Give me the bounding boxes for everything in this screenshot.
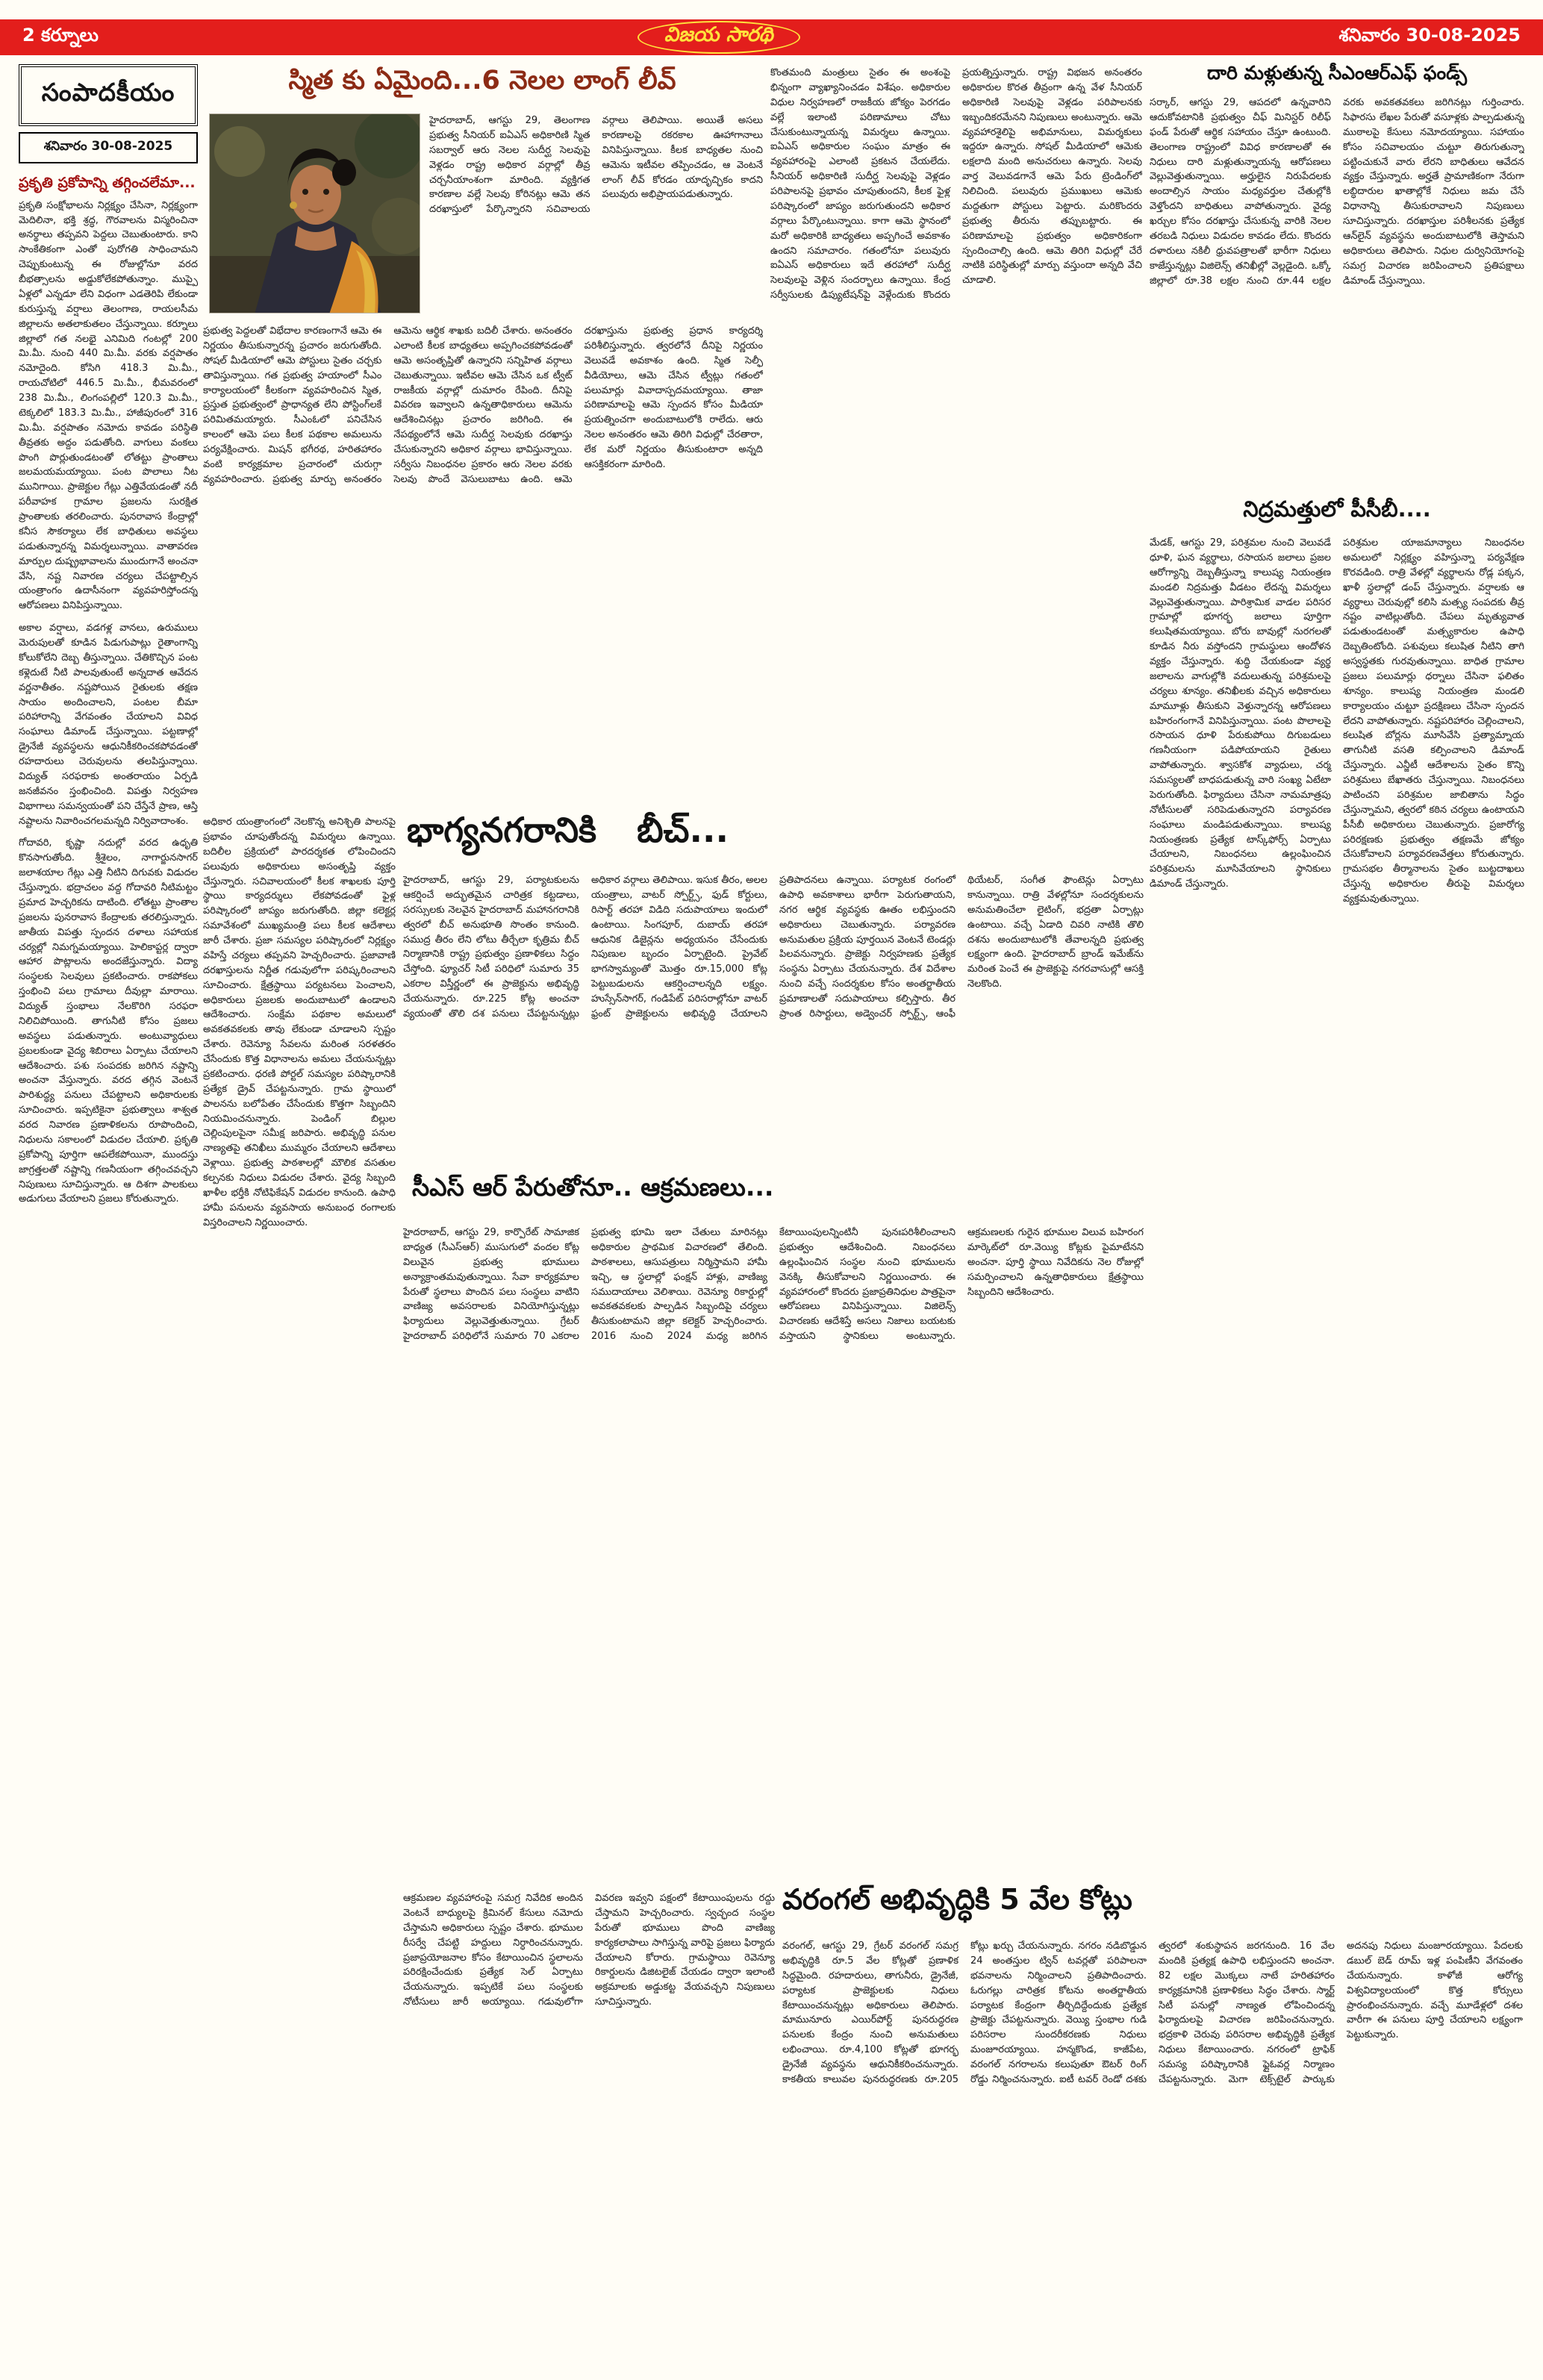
cmrf-article-headline: దారి మళ్లుతున్న సీఎంఆర్ఎఫ్ ఫండ్స్	[1207, 62, 1467, 84]
editorial-paragraph-2: అకాల వర్షాలు, వడగళ్ల వానలు, ఉరుములు మెరుపులతో కూడిన పిడుగుపాట్లు రైతాంగాన్ని కోలుకోలేని దెబ్బ తీస్తున్నాయి. చేతికొచ్చిన పంట కళ్లెదుటే నీటి పాలవుతుంటే అన్నదాత ఆవేదన వర్ణనాతీతం. నష్టపోయిన రైతులకు తక్షణ సాయం అందించాలని, పంటల బీమా పరిహారాన్ని వేగవంతం చేయాలని వివిధ సంఘాలు డిమాండ్ చేస్తున్నాయి. పట్టణాల్లో డ్రైనేజీ వ్యవస్థలను ఆధునికీకరించకపోవడంతో రహదారులు చెరువులను తలపిస్తున్నాయి. విద్యుత్ సరఫరాకు అంతరాయం ఏర్పడి జనజీవనం స్తంభించింది. విపత్తు నిర్వహణ విభాగాలు సమన్వయంతో పని చేస్తేనే ప్రాణ, ఆస్తి నష్టాలను నివారించగలమన్నది నిర్వివాదాంశం.	[19, 622, 198, 827]
pcb-article-headline: నిద్రమత్తులో పీసీబీ....	[1243, 496, 1431, 522]
editorial-body	[19, 199, 198, 2266]
pcb-paragraph-1: మేడక్, ఆగస్టు 29, పరిశ్రమల నుంచి వెలువడే ధూళి, ఘన వ్యర్థాలు, రసాయన జలాలు ప్రజల ఆరోగ్యాన్ని దెబ్బతీస్తున్నా కాలుష్య నియంత్రణ మండలి నిద్రమత్తు వీడటం లేదన్న విమర్శలు వెల్లువెత్తుతున్నాయి. పారిశ్రామిక వాడల పరిసర గ్రామాల్లో భూగర్భ జలాలు పూర్తిగా కలుషితమయ్యాయి. బోరు బావుల్లో నురగలతో కూడిన నీరు వస్తోందని గ్రామస్థులు ఆందోళన వ్యక్తం చేస్తున్నారు. శుద్ధి చేయకుండా వ్యర్థ జలాలను వాగుల్లోకి వదులుతున్న పరిశ్రమలపై చర్యలు శూన్యం. తనిఖీలకు వచ్చిన అధికారులు మామూళ్లు తీసుకుని వెళ్తున్నారన్న ఆరోపణలు బహిరంగంగానే వినిపిస్తున్నాయి. పంట పొలాలపై రసాయన ధూళి పేరుకుపోయి దిగుబడులు గణనీయంగా పడిపోయాయని రైతులు వాపోతున్నారు. శ్వాసకోశ వ్యాధులు, చర్మ సమస్యలతో బాధపడుతున్న వారి సంఖ్య ఏటేటా పెరుగుతోంది. ఫిర్యాదులు చేసినా నామమాత్రపు నోటీసులతో సరిపెడుతున్నారని పర్యావరణ సంఘాలు మండిపడుతున్నాయి. కాలుష్య నియంత్రణకు ప్రత్యేక టాస్క్‌ఫోర్స్ ఏర్పాటు చేయాలని, నిబంధనలు ఉల్లంఘించిన పరిశ్రమలను మూసివేయాలని స్థానికులు డిమాండ్ చేస్తున్నారు.	[1150, 537, 1331, 890]
warangal-article-headline: వరంగల్ అభివృద్ధికి 5 వేల కోట్లు	[782, 1883, 1132, 1916]
beach-article-body: హైదరాబాద్, ఆగస్టు 29, పర్యాటకులను ఆకర్షించే అద్భుతమైన చారిత్రక కట్టడాలు, సరస్సులకు నెలవైన హైదరాబాద్ మహానగరానికి త్వరలో బీచ్ అనుభూతి సొంతం కానుంది. సముద్ర తీరం లేని లోటు తీర్చేలా కృత్రిమ బీచ్ నిర్మాణానికి రాష్ట్ర ప్రభుత్వం ప్రణాళికలు సిద్ధం చేస్తోంది. ఫ్యూచర్ సిటీ పరిధిలో సుమారు 35 ఎకరాల విస్తీర్ణంలో ఈ ప్రాజెక్టును అభివృద్ధి చేయనున్నారు. రూ.225 కోట్ల అంచనా వ్యయంతో తొలి దశ పనులు చేపట్టనున్నట్లు అధికార వర్గాలు తెలిపాయి. ఇసుక తీరం, అలల యంత్రాలు, వాటర్ స్పోర్ట్స్, ఫుడ్ కోర్టులు, రిసార్ట్ తరహా విడిది సదుపాయాలు ఇందులో ఉంటాయి. సింగపూర్, దుబాయ్ తరహా ఆధునిక డిజైన్లను అధ్యయనం చేసేందుకు నిపుణుల బృందం ఏర్పాటైంది. ప్రైవేట్ భాగస్వామ్యంతో మొత్తం రూ.15,000 కోట్ల పెట్టుబడులను ఆకర్షించాలన్నది లక్ష్యం. హుస్సేన్‌సాగర్, గండిపేట్ పరిసరాల్లోనూ వాటర్ ఫ్రంట్ ప్రాజెక్టులను అభివృద్ధి చేయాలని ప్రతిపాదనలు ఉన్నాయి. పర్యాటక రంగంలో ఉపాధి అవకాశాలు భారీగా పెరుగుతాయని, నగర ఆర్థిక వ్యవస్థకు ఊతం లభిస్తుందని అధికారులు చెబుతున్నారు. పర్యావరణ అనుమతుల ప్రక్రియ పూర్తయిన వెంటనే టెండర్లు పిలవనున్నారు. ప్రాజెక్టు నిర్వహణకు ప్రత్యేక సంస్థను ఏర్పాటు చేయనున్నారు. దేశ విదేశాల నుంచి వచ్చే సందర్శకుల కోసం అంతర్జాతీయ ప్రమాణాలతో సదుపాయాలు కల్పిస్తారు. తీర ప్రాంత రిసార్టులు, అడ్వెంచర్ స్పోర్ట్స్, ఆంఫీ థియేటర్, సంగీత ఫౌంటెన్లు ఏర్పాటు కానున్నాయి. రాత్రి వేళల్లోనూ సందర్శకులను అనుమతించేలా లైటింగ్, భద్రతా ఏర్పాట్లు ఉంటాయి. వచ్చే ఏడాది చివరి నాటికి తొలి దశను అందుబాటులోకి తేవాలన్నది ప్రభుత్వ లక్ష్యంగా ఉంది. హైదరాబాద్ బ్రాండ్ ఇమేజ్‌ను మరింత పెంచే ఈ ప్రాజెక్టుపై నగరవాసుల్లో ఆసక్తి నెలకొంది.	[403, 875, 1144, 1019]
cmrf-article-body: సర్కార్, ఆగస్టు 29, ఆపదలో ఉన్నవారిని ఆదుకోవటానికి ప్రభుత్వం చీఫ్ మినిస్టర్ రిలీఫ్ ఫండ్ పేరుతో ఆర్థిక సహాయం చేస్తూ ఉంటుంది. తెలంగాణ రాష్ట్రంలో వివిధ కారణాలతో ఈ నిధులు దారి మళ్లుతున్నాయన్న ఆరోపణలు వెల్లువెత్తుతున్నాయి. అర్హులైన నిరుపేదలకు అందాల్సిన సాయం మధ్యవర్తుల చేతుల్లోకి వెళ్తోందని బాధితులు వాపోతున్నారు. వైద్య ఖర్చుల కోసం దరఖాస్తు చేసుకున్న వారికి నెలల తరబడి నిధులు విడుదల కావడం లేదు. కొందరు దళారులు నకిలీ ధ్రువపత్రాలతో భారీగా నిధులు కాజేస్తున్నట్లు విజిలెన్స్ తనిఖీల్లో వెల్లడైంది. ఒక్కో జిల్లాలో రూ.38 లక్షల నుంచి రూ.44 లక్షల వరకు అవకతవకలు జరిగినట్లు గుర్తించారు. సిఫారసు లేఖల పేరుతో వసూళ్లకు పాల్పడుతున్న ముఠాలపై కేసులు నమోదయ్యాయి. సహాయం కోసం సచివాలయం చుట్టూ తిరుగుతున్నా పట్టించుకునే వారు లేరని బాధితులు ఆవేదన వ్యక్తం చేస్తున్నారు. అర్హతే ప్రామాణికంగా నేరుగా లబ్ధిదారుల ఖాతాల్లోకే నిధులు జమ చేసే విధానాన్ని తీసుకురావాలని నిపుణులు సూచిస్తున్నారు. దరఖాస్తుల పరిశీలనకు ప్రత్యేక ఆన్‌లైన్ వ్యవస్థను అందుబాటులోకి తెస్తామని అధికారులు తెలిపారు. నిధుల దుర్వినియోగంపై సమగ్ర విచారణ జరిపించాలని ప్రతిపక్షాలు డిమాండ్ చేస్తున్నాయి.	[1150, 97, 1524, 287]
page-edition-label: 2 కర్నూలు	[22, 25, 99, 46]
beach-article-headline: భాగ్యనగరానికి బీచ్...	[407, 810, 729, 850]
smitha-photo	[209, 113, 420, 313]
pcb-article-body	[1150, 536, 1524, 1876]
editorial-paragraph-3: గోదావరి, కృష్ణా నదుల్లో వరద ఉధృతి కొనసాగుతోంది. శ్రీశైలం, నాగార్జునసాగర్ జలాశయాల గేట్లు ఎత్తి నీటిని దిగువకు విడుదల చేస్తున్నారు. భద్రాచలం వద్ద గోదావరి నీటిమట్టం ప్రమాద హెచ్చరికను దాటింది. లోతట్టు ప్రాంతాల ప్రజలను పునరావాస కేంద్రాలకు తరలిస్తున్నారు. జాతీయ విపత్తు స్పందన దళాలు సహాయక చర్యల్లో నిమగ్నమయ్యాయి. హెలికాప్టర్ల ద్వారా ఆహార పొట్లాలను అందజేస్తున్నారు. విద్యా సంస్థలకు సెలవులు ప్రకటించారు. రాకపోకలు స్తంభించి పలు గ్రామాలు దీవుల్లా మారాయి. విద్యుత్ స్తంభాలు నేలకొరిగి సరఫరా నిలిచిపోయింది. తాగునీటి కోసం ప్రజలు అవస్థలు పడుతున్నారు. అంటువ్యాధులు ప్రబలకుండా వైద్య శిబిరాలు ఏర్పాటు చేయాలని ఆదేశించారు. పశు సంపదకు జరిగిన నష్టాన్ని అంచనా వేస్తున్నారు. వరద తగ్గిన వెంటనే పారిశుద్ధ్య పనులు చేపట్టాలని అధికారులకు సూచించారు. ఇప్పటికైనా ప్రభుత్వాలు శాశ్వత వరద నివారణ ప్రణాళికలను రూపొందించి, నిధులను సకాలంలో విడుదల చేయాలి. ప్రకృతి ప్రకోపాన్ని పూర్తిగా ఆపలేకపోయినా, ముందస్తు జాగ్రత్తలతో నష్టాన్ని గణనీయంగా తగ్గించవచ్చని నిపుణులు సూచిస్తున్నారు. ఆ దిశగా పాలకులు అడుగులు వేయాలని ప్రజలు కోరుతున్నారు.	[19, 837, 198, 1205]
smitha-body-right-columns: కొంతమంది మంత్రులు సైతం ఈ అంశంపై భిన్నంగా వ్యాఖ్యానించడం విశేషం. అధికారుల విధుల నిర్వహణలో రాజకీయ జోక్యం పెరగడం వల్లే ఇలాంటి పరిణామాలు చోటు చేసుకుంటున్నాయన్న విమర్శలు ఉన్నాయి. ఐఏఎస్ అధికారుల సంఘం మాత్రం ఈ వ్యవహారంపై ఎలాంటి ప్రకటన చేయలేదు. సీనియర్ అధికారిణి సుదీర్ఘ సెలవుపై వెళ్లడం పరిపాలనపై ప్రభావం చూపుతుందని, కీలక ఫైళ్ల పరిష్కారంలో జాప్యం జరుగుతుందని అధికార వర్గాలు పేర్కొంటున్నాయి. కాగా ఆమె స్థానంలో మరో అధికారికి బాధ్యతలు అప్పగించే అవకాశం ఉందని సమాచారం. గతంలోనూ పలువురు ఐఏఎస్ అధికారులు ఇదే తరహాలో సుదీర్ఘ సెలవులపై వెళ్లిన సందర్భాలు ఉన్నాయి. కేంద్ర సర్వీసులకు డిప్యుటేషన్‌పై వెళ్లేందుకు కొందరు ప్రయత్నిస్తున్నారు. రాష్ట్ర విభజన అనంతరం అధికారుల కొరత తీవ్రంగా ఉన్న వేళ సీనియర్ అధికారిణి సెలవుపై వెళ్లడం పరిపాలనకు ఇబ్బందికరమేనని నిపుణులు అంటున్నారు. ఆమె వ్యవహారశైలిపై అభిమానులు, విమర్శకులు ఇద్దరూ ఉన్నారు. సోషల్ మీడియాలో ఆమెకు లక్షలాది మంది అనుచరులు ఉన్నారు. సెలవు వార్త వెలువడగానే ఆమె పేరు ట్రెండింగ్‌లో నిలిచింది. పలువురు ప్రముఖులు ఆమెకు మద్దతుగా పోస్టులు పెట్టారు. మరికొందరు ప్రభుత్వ తీరును తప్పుబట్టారు. ఈ పరిణామాలపై ప్రభుత్వం అధికారికంగా స్పందించాల్సి ఉంది. ఆమె తిరిగి విధుల్లో చేరే నాటికి పరిస్థితుల్లో మార్పు వస్తుందా అన్నది వేచి చూడాలి.	[770, 67, 1142, 302]
editorial-paragraph-1: ప్రకృతి సంక్షోభాలను నిర్లక్ష్యం చేసినా, నిర్లక్ష్యంగా మెదిలినా, భక్తి శ్రద్ధ, గౌరవాలను విస్మరించినా అనర్థాలు తప్పవని పెద్దలు చెబుతుంటారు. కాని సాంకేతికంగా ఎంతో పురోగతి సాధించామని చెప్పుకుంటున్న ఈ రోజుల్లోనూ వరద బీభత్సాలను అడ్డుకోలేకపోతున్నాం. ముప్పై ఏళ్లలో ఎన్నడూ లేని విధంగా ఎడతెరిపి లేకుండా కురుస్తున్న వర్షాలు తెలంగాణ, రాయలసీమ జిల్లాలను అతలాకుతలం చేస్తున్నాయి. కర్నూలు జిల్లాలో గత నలభై ఎనిమిది గంటల్లో 200 మి.మీ. నుంచి 440 మి.మీ. వరకు వర్షపాతం నమోదైంది. కోసిగి 418.3 మి.మీ., రాయచోటిలో 446.5 మి.మీ., భీమవరంలో 238 మి.మీ., లింగంపల్లిలో 120.3 మి.మీ., టెక్కలిలో 183.3 మి.మీ., హాజీపురంలో 316 మి.మీ. వర్షపాతం నమోదు కావడం పరిస్థితి తీవ్రతకు అద్దం పడుతోంది. వాగులు వంకలు పొంగి పొర్లుతుండటంతో లోతట్టు ప్రాంతాలు జలమయమయ్యాయి. పంట పొలాలు నీట మునిగాయి. ప్రాజెక్టుల గేట్లు ఎత్తివేయడంతో నదీ పరీవాహక గ్రామాల ప్రజలను సురక్షిత ప్రాంతాలకు తరలించారు. పునరావాస కేంద్రాల్లో కనీస సౌకర్యాలు లేక బాధితులు అవస్థలు పడుతున్నారన్న విమర్శలున్నాయి. వాతావరణ మార్పుల దుష్ప్రభావాలను ముందుగానే అంచనా వేసి, నష్ట నివారణ చర్యలు చేపట్టాల్సిన యంత్రాంగం ఉదాసీనంగా వ్యవహరిస్తోందన్న ఆరోపణలు వినిపిస్తున్నాయి.	[19, 199, 198, 612]
editorial-section-title: సంపాదకీయం	[19, 64, 198, 126]
smitha-continuation-column: అధికార యంత్రాంగంలో నెలకొన్న అనిశ్చితి పాలనపై ప్రభావం చూపుతోందన్న విమర్శలు ఉన్నాయి. బదిలీల ప్రక్రియలో పారదర్శకత లోపించిందని పలువురు అధికారులు అసంతృప్తి వ్యక్తం చేస్తున్నారు. సచివాలయంలో కీలక శాఖలకు పూర్తి స్థాయి కార్యదర్శులు లేకపోవడంతో ఫైళ్ల పరిష్కారంలో జాప్యం జరుగుతోంది. జిల్లా కలెక్టర్ల సమావేశంలో ముఖ్యమంత్రి పలు కీలక ఆదేశాలు జారీ చేశారు. ప్రజా సమస్యల పరిష్కారంలో నిర్లక్ష్యం వహిస్తే చర్యలు తప్పవని హెచ్చరించారు. ప్రజావాణి దరఖాస్తులను నిర్ణీత గడువులోగా పరిష్కరించాలని సూచించారు. క్షేత్రస్థాయి పర్యటనలు పెంచాలని, అధికారులు ప్రజలకు అందుబాటులో ఉండాలని ఆదేశించారు. సంక్షేమ పథకాల అమలులో అవకతవకలకు తావు లేకుండా చూడాలని స్పష్టం చేశారు. రెవెన్యూ సేవలను మరింత సరళతరం చేసేందుకు కొత్త విధానాలను అమలు చేయనున్నట్లు ప్రకటించారు. ధరణి పోర్టల్ సమస్యల పరిష్కారానికి ప్రత్యేక డ్రైవ్ చేపట్టనున్నారు. గ్రామ స్థాయిలో పాలనను బలోపేతం చేసేందుకు కొత్తగా సిబ్బందిని నియమించనున్నారు. పెండింగ్ బిల్లుల చెల్లింపులపైనా సమీక్ష జరిపారు. అభివృద్ధి పనుల నాణ్యతపై తనిఖీలు ముమ్మరం చేయాలని ఆదేశాలు వెళ్లాయి. ప్రభుత్వ పాఠశాలల్లో మౌలిక వసతుల కల్పనకు నిధులు విడుదల చేశారు. వైద్య సిబ్బంది ఖాళీల భర్తీకి నోటిఫికేషన్ విడుదల కానుంది. ఉపాధి హామీ పనులను వ్యవసాయ అనుబంధ రంగాలకు విస్తరించాలని నిర్ణయించారు.	[203, 816, 396, 1228]
editorial-headline: ప్రకృతి ప్రకోపాన్ని తగ్గించలేమా...	[19, 175, 196, 191]
warangal-article-body: వరంగల్, ఆగస్టు 29, గ్రేటర్ వరంగల్ సమగ్ర అభివృద్ధికి రూ.5 వేల కోట్లతో ప్రణాళిక సిద్ధమైంది. రహదారులు, తాగునీరు, డ్రైనేజీ, పర్యాటక ప్రాజెక్టులకు నిధులు కేటాయించనున్నట్లు అధికారులు తెలిపారు. మామునూరు ఎయిర్‌పోర్ట్ పునరుద్ధరణ పనులకు కేంద్రం నుంచి అనుమతులు లభించాయి. రూ.4,100 కోట్లతో భూగర్భ డ్రైనేజీ వ్యవస్థను ఆధునికీకరించనున్నారు. కాకతీయ కాలువల పునరుద్ధరణకు రూ.205 కోట్లు ఖర్చు చేయనున్నారు. నగరం నడిబొడ్డున 24 అంతస్తుల ట్విన్ టవర్లతో పరిపాలనా భవనాలను నిర్మించాలని ప్రతిపాదించారు. ఓరుగల్లు చారిత్రక కోటను అంతర్జాతీయ పర్యాటక కేంద్రంగా తీర్చిదిద్దేందుకు ప్రత్యేక ప్రాజెక్టు చేపట్టనున్నారు. వెయ్యి స్తంభాల గుడి పరిసరాల సుందరీకరణకు నిధులు మంజూరయ్యాయి. హన్మకొండ, కాజీపేట, వరంగల్ నగరాలను కలుపుతూ ఔటర్ రింగ్ రోడ్డు నిర్మించనున్నారు. ఐటీ టవర్ రెండో దశకు త్వరలో శంకుస్థాపన జరగనుంది. 16 వేల మందికి ప్రత్యక్ష ఉపాధి లభిస్తుందని అంచనా. 82 లక్షల మొక్కలు నాటే హరితహారం కార్యక్రమానికి ప్రణాళికలు సిద్ధం చేశారు. స్మార్ట్ సిటీ పనుల్లో నాణ్యత లోపించిందన్న ఫిర్యాదులపై విచారణ జరిపించనున్నారు. భద్రకాళి చెరువు పరిసరాల అభివృద్ధికి ప్రత్యేక నిధులు కేటాయించారు. నగరంలో ట్రాఫిక్ సమస్య పరిష్కారానికి ఫ్లైఓవర్ల నిర్మాణం చేపట్టనున్నారు. మెగా టెక్స్‌టైల్ పార్కుకు అదనపు నిధులు మంజూరయ్యాయి. పేదలకు డబుల్ బెడ్ రూమ్ ఇళ్ల పంపిణీని వేగవంతం చేయనున్నారు. కాళోజీ ఆరోగ్య విశ్వవిద్యాలయంలో కొత్త కోర్సులు ప్రారంభించనున్నారు. వచ్చే మూడేళ్లలో దశల వారీగా ఈ పనులు పూర్తి చేయాలని లక్ష్యంగా పెట్టుకున్నారు.	[782, 1940, 1523, 2085]
csr-article-body: హైదరాబాద్, ఆగస్టు 29, కార్పొరేట్ సామాజిక బాధ్యత (సీఎస్ఆర్) ముసుగులో వందల కోట్ల విలువైన ప్రభుత్వ భూములు అన్యాక్రాంతమవుతున్నాయి. సేవా కార్యక్రమాల పేరుతో స్థలాలు పొందిన పలు సంస్థలు వాటిని వాణిజ్య అవసరాలకు వినియోగిస్తున్నట్లు ఫిర్యాదులు వెల్లువెత్తుతున్నాయి. గ్రేటర్ హైదరాబాద్ పరిధిలోనే సుమారు 70 ఎకరాల ప్రభుత్వ భూమి ఇలా చేతులు మారినట్లు అధికారుల ప్రాథమిక విచారణలో తేలింది. పాఠశాలలు, ఆసుపత్రులు నిర్మిస్తామని హామీ ఇచ్చి, ఆ స్థలాల్లో ఫంక్షన్ హాళ్లు, వాణిజ్య సముదాయాలు వెలిశాయి. రెవెన్యూ రికార్డుల్లో అవకతవకలకు పాల్పడిన సిబ్బందిపై చర్యలు తీసుకుంటామని జిల్లా కలెక్టర్ హెచ్చరించారు. 2016 నుంచి 2024 మధ్య జరిగిన కేటాయింపులన్నింటినీ పునఃపరిశీలించాలని ప్రభుత్వం ఆదేశించింది. నిబంధనలు ఉల్లంఘించిన సంస్థల నుంచి భూములను వెనక్కి తీసుకోవాలని నిర్ణయించారు. ఈ వ్యవహారంలో కొందరు ప్రజాప్రతినిధుల పాత్రపైనా ఆరోపణలు వినిపిస్తున్నాయి. విజిలెన్స్ విచారణకు ఆదేశిస్తే అసలు నిజాలు బయటకు వస్తాయని స్థానికులు అంటున్నారు. ఆక్రమణలకు గురైన భూముల విలువ బహిరంగ మార్కెట్‌లో రూ.వెయ్యి కోట్లకు పైమాటేనని అంచనా. పూర్తి స్థాయి నివేదికను నెల రోజుల్లో సమర్పించాలని ఉన్నతాధికారులు క్షేత్రస్థాయి సిబ్బందిని ఆదేశించారు.	[403, 1227, 1144, 1343]
csr-article-body-continued: ఆక్రమణల వ్యవహారంపై సమగ్ర నివేదిక అందిన వెంటనే బాధ్యులపై క్రిమినల్ కేసులు నమోదు చేస్తామని అధికారులు స్పష్టం చేశారు. భూముల రీసర్వే చేపట్టి హద్దులు నిర్ధారించనున్నారు. ప్రజాప్రయోజనాల కోసం కేటాయించిన స్థలాలను పరిరక్షించేందుకు ప్రత్యేక సెల్ ఏర్పాటు చేయనున్నారు. ఇప్పటికే పలు సంస్థలకు నోటీసులు జారీ అయ్యాయి. గడువులోగా వివరణ ఇవ్వని పక్షంలో కేటాయింపులను రద్దు చేస్తామని హెచ్చరించారు. స్వచ్ఛంద సంస్థల పేరుతో భూములు పొంది వాణిజ్య కార్యకలాపాలు సాగిస్తున్న వారిపై ప్రజలు ఫిర్యాదు చేయాలని కోరారు. గ్రామస్థాయి రెవెన్యూ రికార్డులను డిజిటలైజ్ చేయడం ద్వారా ఇలాంటి అక్రమాలకు అడ్డుకట్ట వేయవచ్చని నిపుణులు సూచిస్తున్నారు.	[403, 1893, 775, 2008]
paper-name: విజయ సారథి	[638, 21, 800, 54]
editorial-date-box: శనివారం 30-08-2025	[19, 132, 198, 163]
pcb-paragraph-2: పరిశ్రమల యాజమాన్యాలు నిబంధనల అమలులో నిర్లక్ష్యం వహిస్తున్నా పర్యవేక్షణ కొరవడింది. రాత్రి వేళల్లో వ్యర్థాలను రోడ్ల పక్కన, ఖాళీ స్థలాల్లో డంప్ చేస్తున్నారు. వర్షాలకు ఆ వ్యర్థాలు చెరువుల్లో కలిసి మత్స్య సంపదకు తీవ్ర నష్టం వాటిల్లుతోంది. చేపలు మృత్యువాత పడుతుండటంతో మత్స్యకారుల ఉపాధి దెబ్బతింటోంది. పశువులు కలుషిత నీటిని తాగి అస్వస్థతకు గురవుతున్నాయి. బాధిత గ్రామాల ప్రజలు పలుమార్లు ధర్నాలు చేసినా ఫలితం శూన్యం. కాలుష్య నియంత్రణ మండలి కార్యాలయం చుట్టూ ప్రదక్షిణలు చేసినా స్పందన లేదని వాపోతున్నారు. నష్టపరిహారం చెల్లించాలని, కలుషిత బోర్లను మూసివేసి ప్రత్యామ్నాయ తాగునీటి వసతి కల్పించాలని డిమాండ్ చేస్తున్నారు. ఎన్జీటీ ఆదేశాలను సైతం కొన్ని పరిశ్రమలు బేఖాతరు చేస్తున్నాయి. నిబంధనలు పాటించని పరిశ్రమల జాబితాను సిద్ధం చేస్తున్నామని, త్వరలో కఠిన చర్యలు ఉంటాయని పీసీబీ అధికారులు చెబుతున్నారు. ప్రజారోగ్య పరిరక్షణకు ప్రభుత్వం తక్షణమే జోక్యం చేసుకోవాలని పర్యావరణవేత్తలు కోరుతున్నారు. గ్రామసభల తీర్మానాలను సైతం బుట్టదాఖలు చేస్తున్న అధికారుల తీరుపై విమర్శలు వ్యక్తమవుతున్నాయి.	[1343, 537, 1524, 905]
masthead-bar	[0, 19, 1543, 55]
smitha-body-below-photo: ప్రభుత్వ పెద్దలతో విభేదాల కారణంగానే ఆమె ఈ నిర్ణయం తీసుకున్నారన్న ప్రచారం జరుగుతోంది. సోషల్ మీడియాలో ఆమె పోస్టులు సైతం చర్చకు తావిస్తున్నాయి. గత ప్రభుత్వ హయాంలో సీఎం కార్యాలయంలో కీలకంగా వ్యవహరించిన స్మిత, ప్రస్తుత ప్రభుత్వంలో ప్రాధాన్యత లేని పోస్టింగ్‌లకే పరిమితమయ్యారు. సీఎంఓలో పనిచేసిన కాలంలో ఆమె పలు కీలక పథకాల అమలును పర్యవేక్షించారు. మిషన్ భగీరథ, హరితహారం వంటి కార్యక్రమాల ప్రచారంలో చురుగ్గా వ్యవహరించారు. ప్రభుత్వ మార్పు అనంతరం ఆమెను ఆర్థిక శాఖకు బదిలీ చేశారు. అనంతరం ఎలాంటి కీలక బాధ్యతలు అప్పగించకపోవడంతో ఆమె అసంతృప్తితో ఉన్నారని సన్నిహిత వర్గాలు చెబుతున్నాయి. ఇటీవల ఆమె చేసిన ఒక ట్వీట్ రాజకీయ వర్గాల్లో దుమారం రేపింది. దీనిపై వివరణ ఇవ్వాలని ఉన్నతాధికారులు ఆమెను ఆదేశించినట్లు ప్రచారం జరిగింది. ఈ నేపథ్యంలోనే ఆమె సుదీర్ఘ సెలవుకు దరఖాస్తు చేసుకున్నారని అధికార వర్గాలు భావిస్తున్నాయి. సర్వీసు నిబంధనల ప్రకారం ఆరు నెలల వరకు సెలవు పొందే వెసులుబాటు ఉంది. ఆమె దరఖాస్తును ప్రభుత్వ ప్రధాన కార్యదర్శి పరిశీలిస్తున్నారు. త్వరలోనే దీనిపై నిర్ణయం వెలువడే అవకాశం ఉంది. స్మిత సెల్ఫీ వీడియోలు, ఆమె చేసిన ట్వీట్లు గతంలో పలుమార్లు వివాదాస్పదమయ్యాయి. తాజా పరిణామాలపై ఆమె స్పందన కోసం మీడియా ప్రయత్నించగా అందుబాటులోకి రాలేదు. ఆరు నెలల అనంతరం ఆమె తిరిగి విధుల్లో చేరతారా, లేక మరో నిర్ణయం తీసుకుంటారా అన్నది ఆసక్తికరంగా మారింది.	[203, 325, 763, 485]
masthead-date: శనివారం 30-08-2025	[1338, 25, 1521, 46]
csr-article-headline: సీఎస్ ఆర్ పేరుతోనూ.. ఆక్రమణలు...	[412, 1172, 774, 1202]
smitha-article-headline: స్మిత కు ఏమైంది...6 నెలల లాంగ్ లీవ్	[288, 66, 676, 96]
editorial-column	[19, 64, 198, 2363]
woman-portrait-illustration	[210, 114, 420, 313]
smitha-body-beside-photo: హైదరాబాద్, ఆగస్టు 29, తెలంగాణ ప్రభుత్వ సీనియర్ ఐఏఎస్ అధికారిణి స్మిత సబర్వాల్ ఆరు నెలల సుదీర్ఘ సెలవుపై వెళ్లడం రాష్ట్ర అధికార వర్గాల్లో తీవ్ర చర్చనీయాంశంగా మారింది. వ్యక్తిగత కారణాల వల్లే సెలవు కోరినట్లు ఆమె తన దరఖాస్తులో పేర్కొన్నారని సచివాలయ వర్గాలు తెలిపాయి. అయితే అసలు కారణాలపై రకరకాల ఊహాగానాలు వినిపిస్తున్నాయి. కీలక బాధ్యతల నుంచి ఆమెను ఇటీవల తప్పించడం, ఆ వెంటనే లాంగ్ లీవ్ కోరడం యాదృచ్ఛికం కాదని పలువురు అభిప్రాయపడుతున్నారు.	[429, 115, 763, 216]
